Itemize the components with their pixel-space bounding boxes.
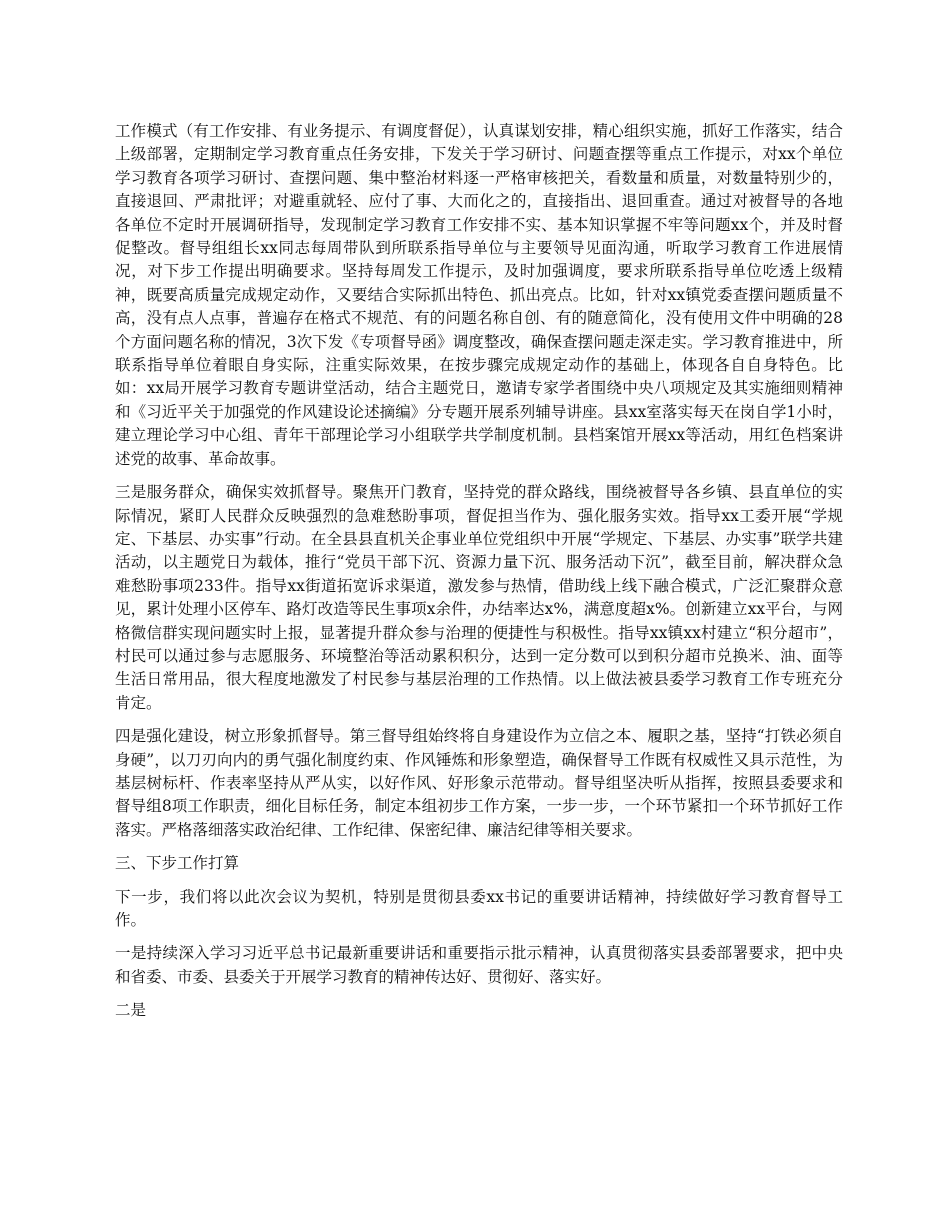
- paragraph-first-point: 一是持续深入学习习近平总书记最新重要讲话和重要指示批示精神，认真贯彻落实县委部署要求，把中央和省委、市委、县委关于开展学习教育的精神传达好、贯彻好、落实好。: [115, 944, 843, 986]
- paragraph-serve-masses: 三是服务群众，确保实效抓督导。聚焦开门教育，坚持党的群众路线，围绕被督导各乡镇、县直单位的实际情况，紧盯人民群众反映强烈的急难愁盼事项，督促担当作为、强化服务实效。指导xx工委开展“学规定、下基层、办实事”行动。在全县县直机关企事业单位党组织中开展“学规定、下基层、办实事”联学共建活动，以主题党日为载体，推行“党员干部下沉、资源力量下沉、服务活动下沉”，截至目前，解决群众急难愁盼事项233件。指导xx街道拓宽诉求渠道，激发参与热情，借助线上线下融合模式，广泛汇聚群众意见，累计处理小区停车、路灯改造等民生事项x余件，办结率达x%，满意度超x%。创新建立xx平台，与网格微信群实现问题实时上报，显著提升群众参与治理的便捷性与积极性。指导xx镇xx村建立“积分超市”，村民可以通过参与志愿服务、环境整治等活动累积积分，达到一定分数可以到积分超市兑换米、油、面等生活日常用品，很大程度地激发了村民参与基层治理的工作热情。以上做法被县委学习教育工作专班充分肯定。: [115, 483, 843, 712]
- paragraph-strengthen-building: 四是强化建设，树立形象抓督导。第三督导组始终将自身建设作为立信之本、履职之基，坚持“打铁必须自身硬”，以刀刃向内的勇气强化制度约束、作风锤炼和形象塑造，确保督导工作既有权威性又具示范性，为基层树标杆、作表率坚持从严从实，以好作风、好形象示范带动。督导组坚决听从指挥，按照县委要求和督导组8项工作职责，细化目标任务，制定本组初步工作方案，一步一步，一个环节紧扣一个环节抓好工作落实。严格落细落实政治纪律、工作纪律、保密纪律、廉洁纪律等相关要求。: [115, 727, 843, 839]
- document-body: [115, 120, 843, 1033]
- paragraph-next-step-intro: 下一步，我们将以此次会议为契机，特别是贯彻县委xx书记的重要讲话精神，持续做好学习教育督导工作。: [115, 887, 843, 929]
- paragraph-second-point: 二是: [115, 1001, 147, 1020]
- section-heading-next-steps: 三、下步工作打算: [115, 854, 240, 873]
- paragraph-work-mode: 工作模式（有工作安排、有业务提示、有调度督促），认真谋划安排，精心组织实施，抓好工作落实，结合上级部署，定期制定学习教育重点任务安排，下发关于学习研讨、问题查摆等重点工作提示，对xx个单位学习教育各项学习研讨、查摆问题、集中整治材料逐一严格审核把关，看数量和质量，对数量特别少的，直接退回、严肃批评；对避重就轻、应付了事、大而化之的，直接指出、退回重查。通过对被督导的各地各单位不定时开展调研指导，发现制定学习教育工作安排不实、基本知识掌握不牢等问题xx个，并及时督促整改。督导组组长xx同志每周带队到所联系指导单位与主要领导见面沟通，听取学习教育工作进展情况，对下步工作提出明确要求。坚持每周发工作提示，及时加强调度，要求所联系指导单位吃透上级精神，既要高质量完成规定动作，又要结合实际抓出特色、抓出亮点。比如，针对xx镇党委查摆问题质量不高，没有点人点事，普遍存在格式不规范、有的问题名称自创、有的随意简化，没有使用文件中明确的28个方面问题名称的情况，3次下发《专项督导函》调度整改，确保查摆问题走深走实。学习教育推进中，所联系指导单位着眼自身实际，注重实际效果，在按步骤完成规定动作的基础上，体现各自自身特色。比如：xx局开展学习教育专题讲堂活动，结合主题党日，邀请专家学者围绕中央八项规定及其实施细则精神和《习近平关于加强党的作风建设论述摘编》分专题开展系列辅导讲座。县xx室落实每天在岗自学1小时，建立理论学习中心组、青年干部理论学习小组联学共学制度机制。县档案馆开展xx等活动，用红色档案讲述党的故事、革命故事。: [115, 122, 843, 468]
